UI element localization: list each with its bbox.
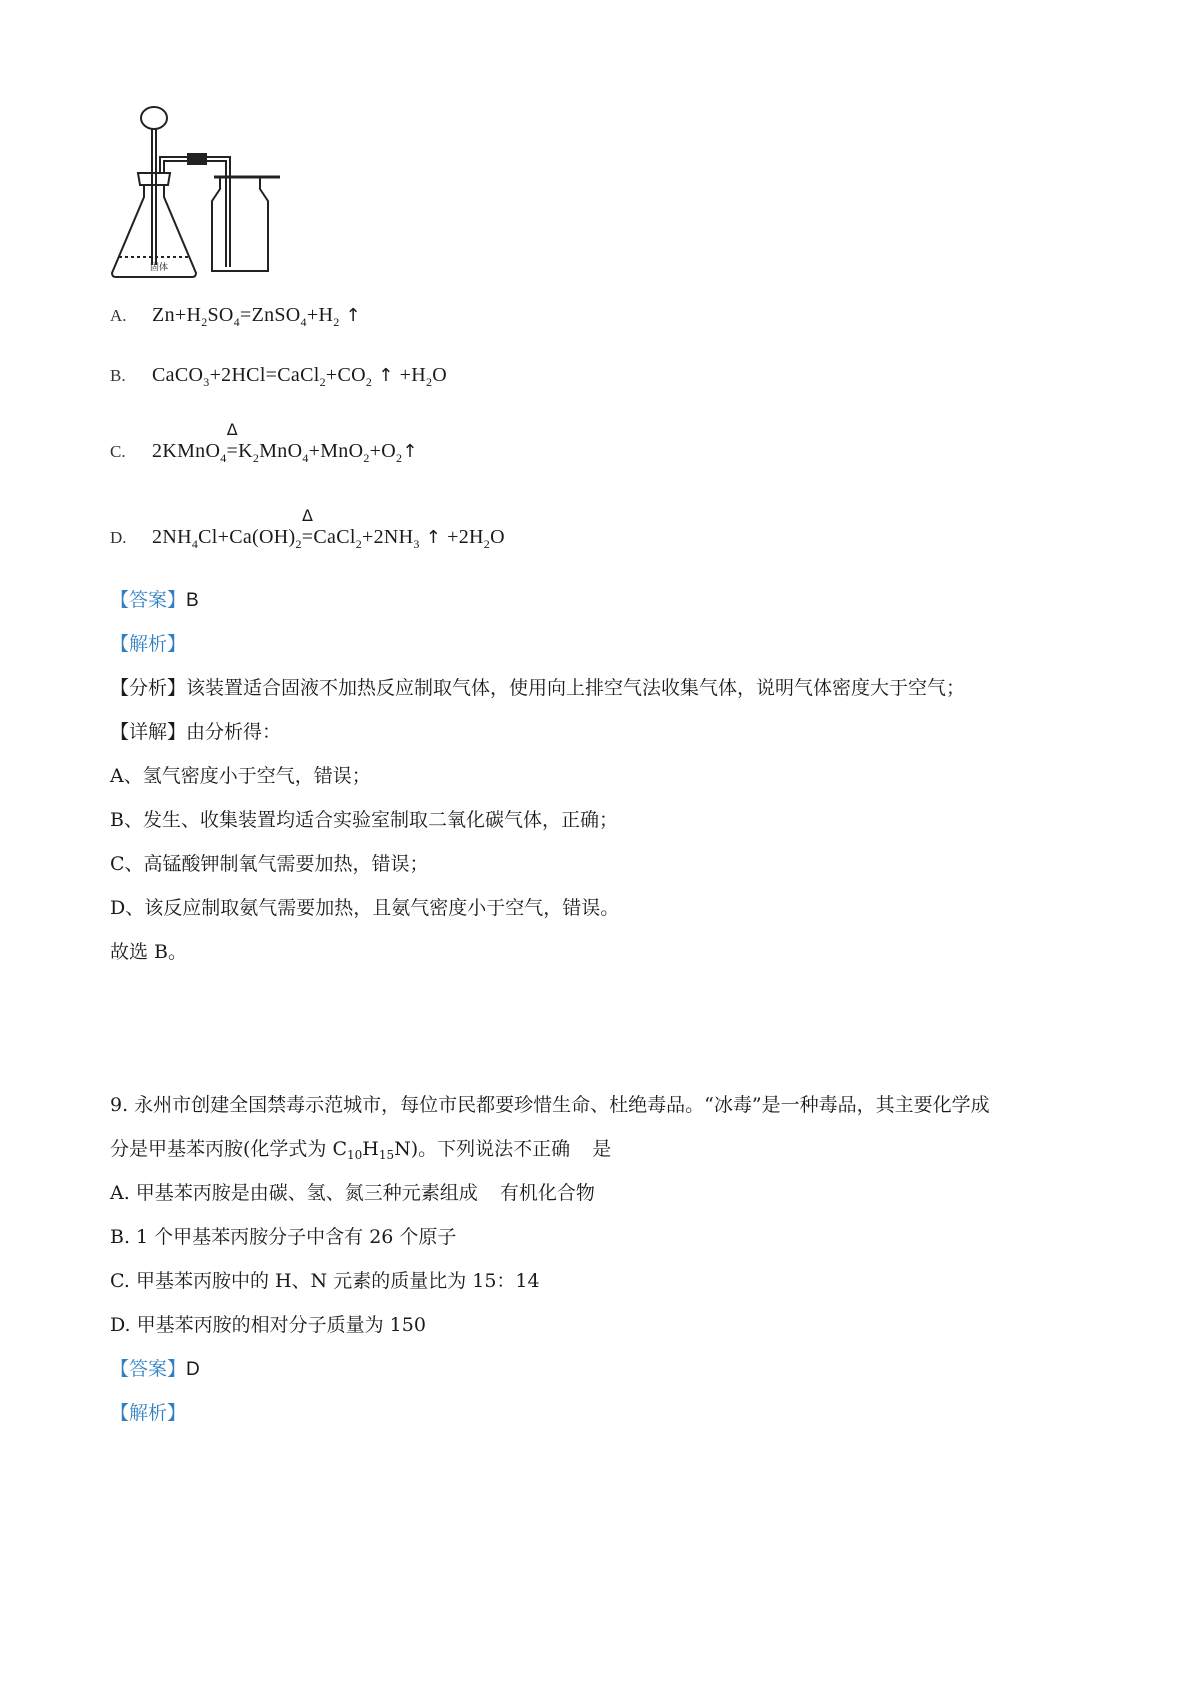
q8-answer: [110, 589, 199, 613]
q9-option-d: D. 甲基苯丙胺的相对分子质量为 150: [110, 1314, 426, 1336]
option-b-label: B.: [110, 366, 126, 385]
answer-value: B: [186, 590, 199, 611]
stopper: [138, 173, 170, 185]
q9-option-c: C. 甲基苯丙胺中的 H、N 元素的质量比为 15：14: [110, 1270, 540, 1292]
q9-analysis-tag: 【解析】: [110, 1402, 187, 1424]
q9-option-b: B. 1 个甲基苯丙胺分子中含有 26 个原子: [110, 1226, 457, 1248]
apparatus-figure: [108, 105, 298, 295]
option-b-equation: $CaCO_3+2HCl=CaCl_2+CO_2$ ↑ $+H_2O$: [152, 364, 447, 389]
option-d-equation: $2NH_4Cl+Ca(OH)_2$ Δ $=CaCl_2+2NH_3$ ↑ $+2H_2O$: [152, 506, 505, 551]
q9-stem-line1: 9. 永州市创建全国禁毒示范城市，每位市民都要珍惜生命、杜绝毒品。“冰毒”是一种毒品，其主要化学成: [110, 1094, 990, 1116]
answer-tag: 【答案】: [110, 589, 187, 611]
q9-option-a: A. 甲基苯丙胺是由碳、氢、氮三种元素组成 有机化合物: [110, 1182, 595, 1204]
q8-reason-b: B、发生、收集装置均适合实验室制取二氧化碳气体，正确；: [110, 809, 618, 831]
q8-conclusion: 故选 B。: [110, 941, 188, 963]
q8-fenxi: 【分析】该装置适合固液不加热反应制取气体，使用向上排空气法收集气体，说明气体密度大于空气；: [110, 677, 966, 699]
rubber-joint: [188, 154, 206, 164]
option-a-row: [110, 304, 361, 330]
q9-stem-line2: 分是甲基苯丙胺(化学式为 $C_{10}H_{15}N$)。下列说法不正确 是: [110, 1138, 612, 1162]
gas-jar: [212, 177, 268, 271]
up-arrow-icon: ↑: [339, 305, 361, 326]
option-d-row: [110, 506, 505, 552]
up-arrow-icon: ↑: [419, 527, 448, 548]
q8-reason-a: A、氢气密度小于空气，错误；: [110, 765, 371, 787]
option-a-equation: $Zn+H_2SO_4=ZnSO_4+H_2$ ↑: [152, 304, 361, 329]
q8-reason-d: D、该反应制取氨气需要加热，且氨气密度小于空气，错误。: [110, 897, 620, 919]
q8-reason-c: C、高锰酸钾制氧气需要加热，错误；: [110, 853, 429, 875]
answer-value: D: [186, 1359, 200, 1380]
funnel-stem: [152, 129, 156, 265]
q9-answer: [110, 1358, 200, 1382]
option-d-label: D.: [110, 528, 127, 547]
heat-condition-icon: Δ: [301, 506, 314, 525]
heat-condition-icon: Δ: [226, 420, 238, 439]
q8-xiangjie: 【详解】由分析得：: [110, 721, 282, 743]
flask-label: 固体: [150, 263, 169, 273]
option-c-label: C.: [110, 442, 126, 461]
q8-analysis-tag: 【解析】: [110, 633, 187, 655]
option-a-label: A.: [110, 306, 127, 325]
up-arrow-icon: ↑: [372, 365, 400, 386]
up-arrow-icon: ↑: [402, 441, 418, 462]
option-c-equation: 2KMnO$_4$ Δ $=K_2MnO_4+MnO_2+O_2↑$: [152, 420, 418, 465]
funnel-bulb: [141, 107, 167, 129]
option-b-row: [110, 364, 447, 390]
answer-tag: 【答案】: [110, 1358, 187, 1380]
option-c-row: [110, 420, 418, 466]
